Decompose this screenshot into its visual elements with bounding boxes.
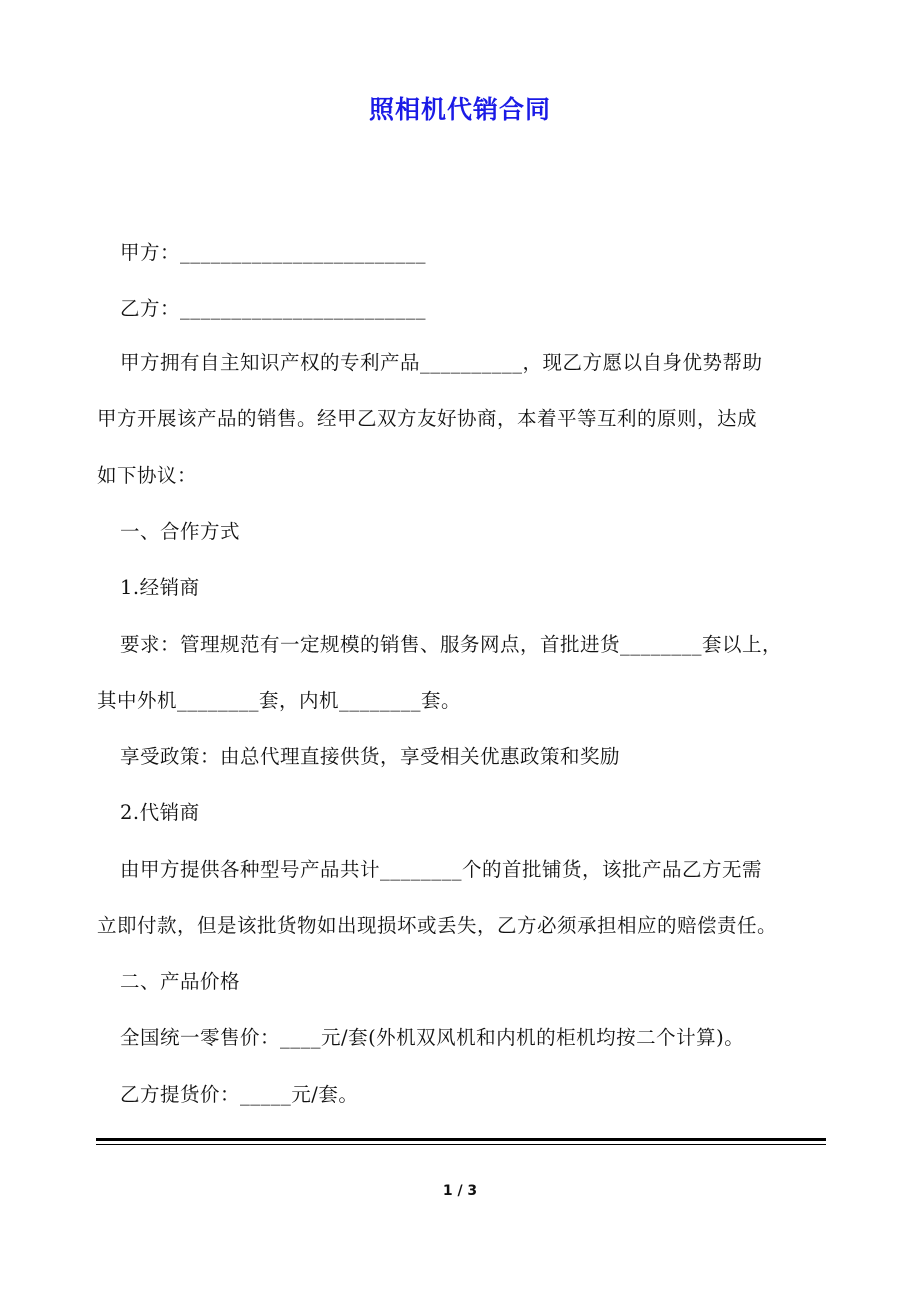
section-heading-price: 二、产品价格 — [120, 970, 241, 993]
policy-paragraph: 享受政策：由总代理直接供货，享受相关优惠政策和奖励 — [120, 745, 621, 768]
page-number: 1 / 3 — [442, 1183, 478, 1199]
consignee-paragraph-line-1: 由甲方提供各种型号产品共计________个的首批铺货，该批产品乙方无需 — [120, 858, 763, 881]
intro-paragraph-line-2: 甲方开展该产品的销售。经甲乙双方友好协商，本着平等互利的原则，达成 — [97, 407, 758, 430]
pickup-price-line: 乙方提货价：_____元/套。 — [120, 1083, 359, 1106]
subheading-consignee: 2.代销商 — [120, 801, 200, 824]
subheading-distributor: 1.经销商 — [120, 576, 200, 599]
document-title: 照相机代销合同 — [368, 95, 551, 124]
section-heading-cooperation: 一、合作方式 — [120, 520, 241, 543]
retail-price-line: 全国统一零售价：____元/套(外机双风机和内机的柜机均按二个计算)。 — [120, 1026, 745, 1049]
consignee-paragraph-line-2: 立即付款，但是该批货物如出现损坏或丢失，乙方必须承担相应的赔偿责任。 — [97, 914, 778, 937]
footer-divider-thin — [96, 1144, 826, 1145]
footer-divider-thick — [96, 1138, 826, 1141]
intro-paragraph-line-3: 如下协议： — [97, 464, 198, 487]
requirement-paragraph-line-1: 要求：管理规范有一定规模的销售、服务网点，首批进货________套以上， — [120, 633, 783, 656]
party-a-line: 甲方：________________________ — [120, 241, 427, 264]
party-b-line: 乙方：________________________ — [120, 297, 427, 320]
requirement-paragraph-line-2: 其中外机________套，内机________套。 — [97, 689, 462, 712]
intro-paragraph-line-1: 甲方拥有自主知识产权的专利产品__________，现乙方愿以自身优势帮助 — [120, 351, 763, 374]
